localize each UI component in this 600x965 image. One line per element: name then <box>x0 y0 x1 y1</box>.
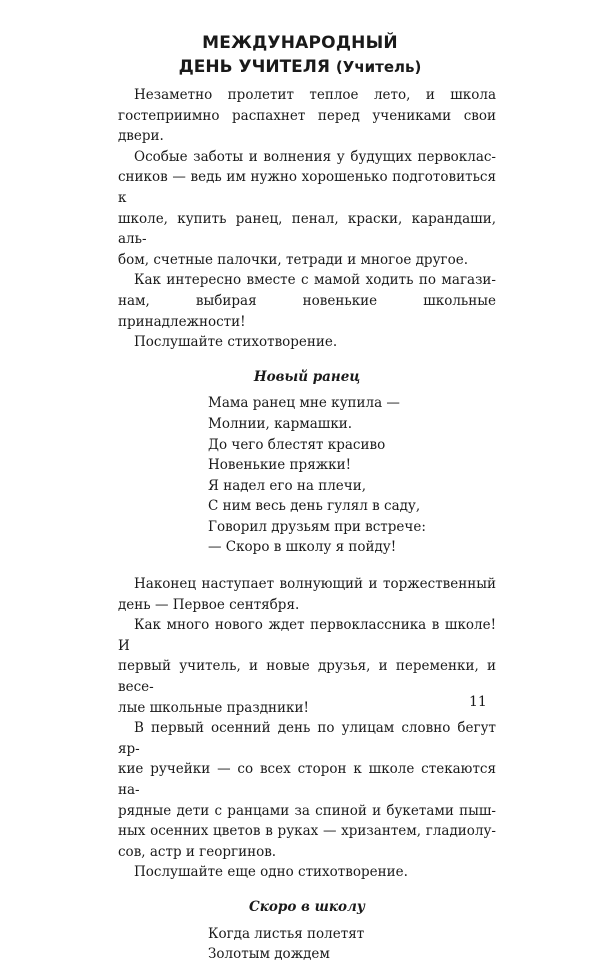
text-line: Наконец наступает волнующий и торжественный <box>134 576 496 593</box>
text-line: ных осенних цветов в руках — хризантем, гладиолу- <box>118 823 496 840</box>
paragraph <box>118 332 496 353</box>
chapter-title-line1: МЕЖДУНАРОДНЫЙ <box>202 33 398 53</box>
text-line: нам, выбирая новенькие школьные принадлежности! <box>118 292 496 330</box>
chapter-subtitle: (Учитель) <box>335 58 422 76</box>
chapter-title-main: ДЕНЬ УЧИТЕЛЯ <box>178 57 330 77</box>
text-line: сников — ведь им нужно хорошенько подготовиться к <box>118 169 496 206</box>
text-line: Особые заботы и волнения у будущих первоклас- <box>134 148 496 165</box>
poem <box>208 924 496 965</box>
poem-title: Новый ранец <box>253 368 361 385</box>
paragraph <box>118 862 496 883</box>
text-line: бом, счетные палочки, тетради и многое другое. <box>118 251 468 268</box>
poem-line: Золотым дождем <box>208 946 330 963</box>
text-line: В первый осенний день по улицам словно бегут яр- <box>118 720 496 757</box>
text-line: Послушайте стихотворение. <box>134 334 338 351</box>
text-line: день — Первое сентября. <box>118 596 300 613</box>
paragraph <box>118 270 496 332</box>
text-body <box>118 85 496 965</box>
chapter-header <box>0 31 600 79</box>
text-line: лые школьные праздники! <box>118 699 309 716</box>
poem-line: — Скоро в школу я пойду! <box>208 539 397 556</box>
chapter-title-line2 <box>0 55 600 79</box>
paragraph <box>118 85 496 147</box>
poem-line: Я надел его на плечи, <box>208 477 367 494</box>
poem-line: Новенькие пряжки! <box>208 457 351 474</box>
poem <box>208 393 496 558</box>
text-line: гостеприимно распахнет перед учениками свои двери. <box>118 107 496 145</box>
poem-line: Говорил друзьям при встрече: <box>208 518 426 535</box>
poem-line: Когда листья полетят <box>208 925 365 942</box>
poem-line: До чего блестят красиво <box>208 436 386 453</box>
text-line: Как много нового ждет первоклассника в школе! И <box>118 617 496 654</box>
text-line: Как интересно вместе с мамой ходить по магази- <box>134 272 496 289</box>
text-line: Послушайте еще одно стихотворение. <box>134 864 408 881</box>
page-number: 11 <box>469 694 487 710</box>
text-line: школе, купить ранец, пенал, краски, карандаши, аль- <box>118 210 496 248</box>
paragraph <box>118 718 496 862</box>
paragraph <box>118 574 496 615</box>
paragraph <box>118 147 496 271</box>
text-line: Незаметно пролетит теплое лето, и школа <box>134 87 496 103</box>
text-line: рядные дети с ранцами за спиной и букетами пыш- <box>118 802 496 819</box>
poem-line: Молнии, кармашки. <box>208 415 353 432</box>
poem-title: Скоро в школу <box>249 898 365 915</box>
poem-line: Мама ранец мне купила — <box>208 395 400 412</box>
text-line: кие ручейки — со всех сторон к школе стекаются на- <box>118 761 496 798</box>
text-line: первый учитель, и новые друзья, и переменки, и весе- <box>118 658 496 696</box>
poem-line: С ним весь день гулял в саду, <box>208 498 421 515</box>
paragraph <box>118 615 496 718</box>
text-line: сов, астр и георгинов. <box>118 843 277 860</box>
